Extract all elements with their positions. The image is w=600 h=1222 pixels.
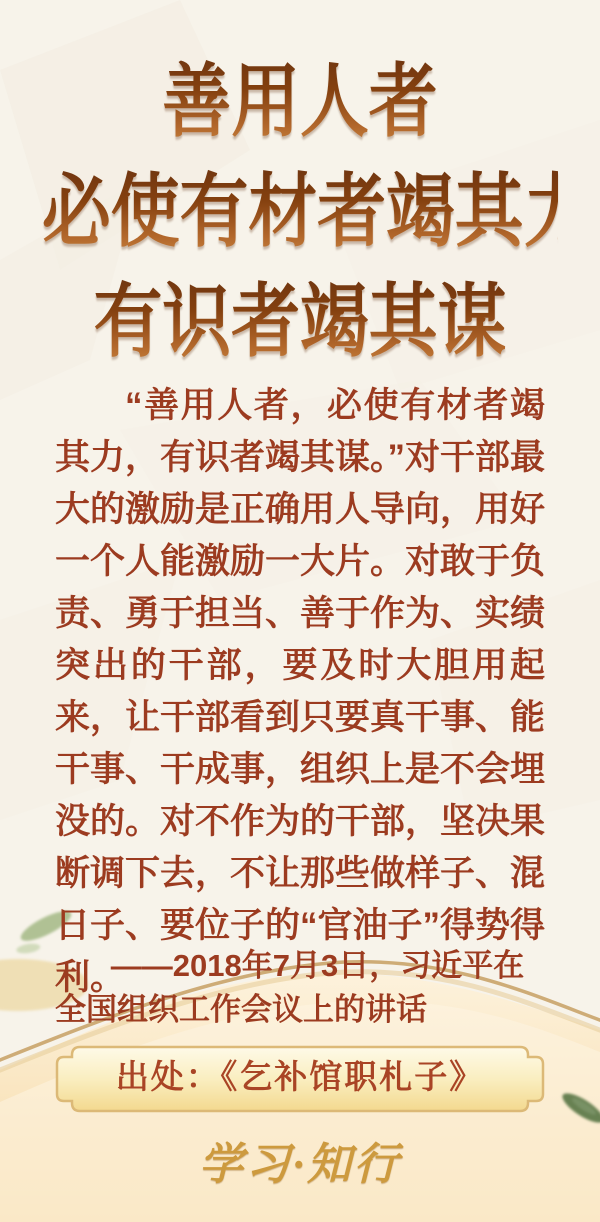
title-line-1: 善用人者 [42,48,558,158]
source-plaque [50,1042,550,1118]
attribution-text: ——2018年7月3日，习近平在全国组织工作会议上的讲话 [55,948,525,1027]
poster-title [0,48,600,378]
source-label: 出处：《乞补馆职札子》 [115,1060,485,1096]
title-line-2: 必使有材者竭其力 [42,158,558,268]
quote-paragraph: “善用人者，必使有材者竭其力，有识者竭其谋。”对干部最大的激励是正确用人导向，用好一个人能激励一大片。对敢于负责、勇于担当、善于作为、实绩突出的干部，要及时大胆用起来，让干部看到只要真干事、能干事、干成事，组织上是不会埋没的。对不作为的干部，坚决果断调下去，不让那些做样子、混日子、要位子的“官油子”得势得利。 [55,386,546,997]
title-line-3: 有识者竭其谋 [42,268,558,378]
footer-logo: 学习·知行 [199,1140,401,1189]
